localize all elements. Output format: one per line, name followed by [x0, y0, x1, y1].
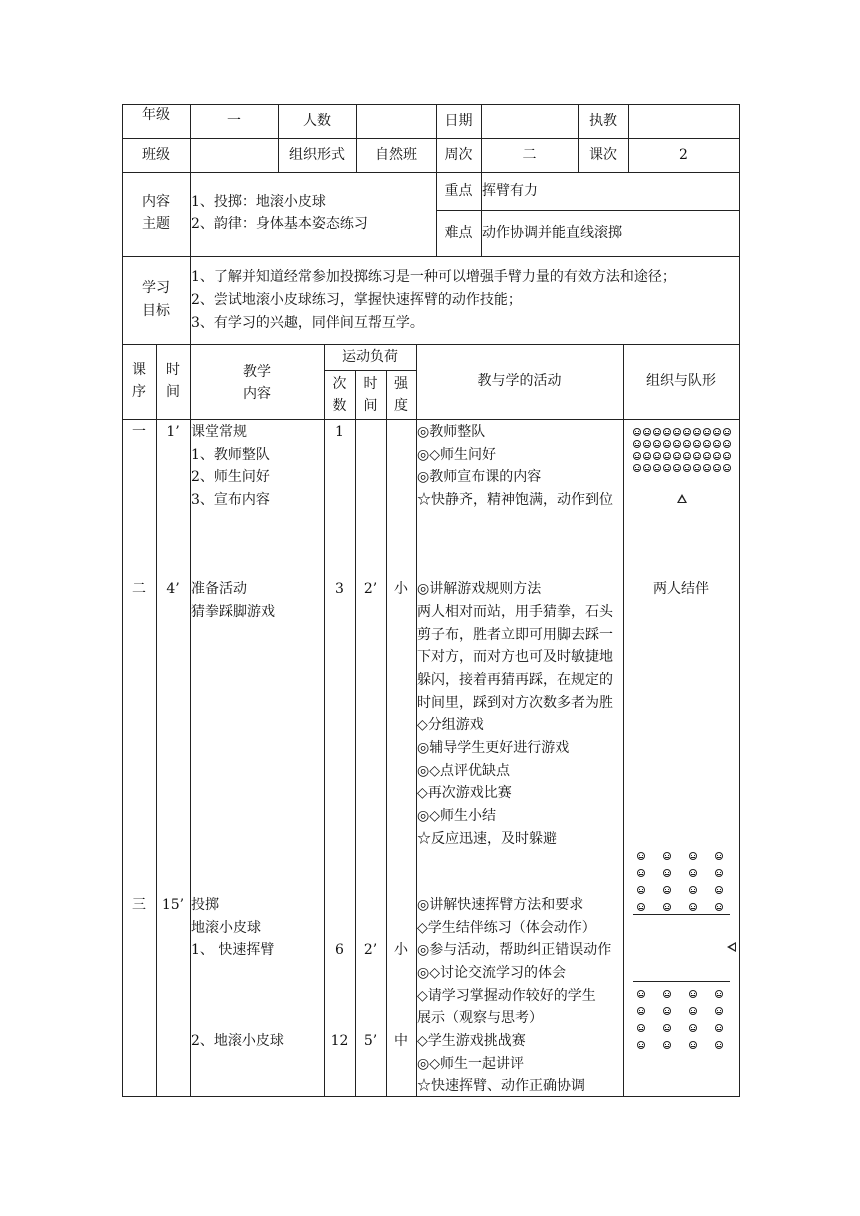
smiley-face-icon [673, 440, 681, 448]
smiley-face-icon [689, 1024, 697, 1032]
section-intensity: 中 [394, 1033, 408, 1049]
smiley-face-icon [703, 464, 711, 472]
smiley-face-icon [663, 428, 671, 436]
smiley-face-icon [689, 990, 697, 998]
smiley-face-icon [713, 464, 721, 472]
activity-line: ☆快速挥臂、动作正确协调 [417, 1078, 585, 1094]
activity-line: ◇请学习掌握动作较好的学生 [417, 988, 596, 1004]
smiley-face-icon [715, 1007, 723, 1015]
activity-line: ☆快静齐，精神饱满，动作到位 [417, 492, 613, 508]
col-divider [156, 344, 157, 1097]
col-divider [386, 370, 387, 1097]
smiley-face-icon [715, 1024, 723, 1032]
row-divider [122, 172, 740, 173]
lesson-value: 2 [679, 147, 688, 163]
smiley-face-icon [643, 440, 651, 448]
activity-line: ◎◇点评优缺点 [417, 763, 510, 779]
section-dur: 2’ [363, 581, 378, 597]
organization-text: 两人结伴 [653, 581, 709, 597]
smiley-face-icon [663, 1041, 671, 1049]
activity-line: ◎教师宣布课的内容 [417, 469, 542, 485]
smiley-face-icon [653, 428, 661, 436]
smiley-face-icon [723, 428, 731, 436]
section-seq: 三 [132, 897, 146, 913]
smiley-face-icon [715, 990, 723, 998]
smiley-face-icon [673, 452, 681, 460]
smiley-face-icon [689, 886, 697, 894]
section-content-line: 1、 快速挥臂 [191, 942, 275, 958]
activity-line: 展示（观察与思考） [417, 1010, 543, 1026]
activity-line: ◎◇讨论交流学习的体会 [417, 965, 566, 981]
content-label-1: 内容 [142, 194, 170, 210]
activity-line: 下对方，而对方也可及时敏捷地 [417, 649, 613, 665]
smiley-face-icon [693, 452, 701, 460]
goals-label-2: 目标 [142, 303, 170, 319]
goals-label-1: 学习 [142, 280, 170, 296]
activity-line: ◎◇师生一起讲评 [417, 1056, 524, 1072]
smiley-face-icon [663, 440, 671, 448]
difficulty-value: 动作协调并能直线滚掷 [482, 225, 622, 241]
smiley-face-icon [643, 452, 651, 460]
teacher-label: 执教 [589, 113, 617, 129]
activity-line: ◎讲解游戏规则方法 [417, 581, 542, 597]
smiley-face-icon [703, 428, 711, 436]
goal-item: 1、了解并知道经常参加投掷练习是一种可以增强手臂力量的有效方法和途径； [191, 269, 676, 285]
section-reps: 1 [335, 424, 344, 440]
row-divider [436, 210, 740, 211]
section-content-line: 2、师生问好 [191, 469, 270, 485]
smiley-face-icon [683, 428, 691, 436]
smiley-face-icon [703, 452, 711, 460]
activity-line: ☆反应迅速，及时躲避 [417, 831, 557, 847]
smiley-face-icon [713, 428, 721, 436]
section-time: 4’ [166, 581, 180, 597]
smiley-face-icon [683, 464, 691, 472]
smiley-face-icon [663, 1007, 671, 1015]
smiley-face-icon [643, 464, 651, 472]
section-reps: 3 [335, 581, 344, 597]
smiley-face-icon [663, 886, 671, 894]
section-time: 15’ [161, 897, 185, 913]
goal-item: 3、有学习的兴趣，同伴间互帮互学。 [191, 315, 424, 331]
col-time-2: 间 [166, 384, 180, 400]
col-seq-1: 课 [132, 362, 146, 378]
smiley-face-icon [715, 1041, 723, 1049]
activity-line: 剪子布，胜者立即可用脚去踩一 [417, 627, 613, 643]
smiley-face-icon [723, 440, 731, 448]
col-divider [623, 344, 624, 1097]
activity-line: ◇学生结伴练习（体会动作） [417, 920, 596, 936]
smiley-face-icon [693, 440, 701, 448]
col-seq-2: 序 [132, 384, 146, 400]
col-content-2: 内容 [243, 386, 271, 402]
col-load: 运动负荷 [342, 349, 398, 365]
smiley-face-icon [713, 440, 721, 448]
smiley-face-icon [633, 428, 641, 436]
table-border-right [739, 104, 740, 1097]
count-label: 人数 [303, 113, 331, 129]
col-activity: 教与学的活动 [477, 373, 562, 389]
section-dur: 5’ [363, 1033, 378, 1049]
section-seq: 二 [132, 581, 146, 597]
formation-line [633, 981, 730, 982]
smiley-face-icon [663, 464, 671, 472]
section-reps: 6 [335, 942, 344, 958]
grade-label: 年级 [142, 107, 170, 123]
week-label: 周次 [444, 147, 473, 163]
activity-line: 两人相对而站，用手猜拳，石头 [417, 604, 613, 620]
grade-value: 一 [227, 113, 241, 129]
activity-line: ◎辅导学生更好进行游戏 [417, 740, 570, 756]
section-content-line: 2、地滚小皮球 [191, 1033, 284, 1049]
org-value: 自然班 [375, 147, 417, 163]
smiley-face-icon [723, 452, 731, 460]
smiley-face-icon [637, 1041, 645, 1049]
smiley-face-icon [673, 464, 681, 472]
smiley-face-icon [689, 1007, 697, 1015]
section-content-line: 地滚小皮球 [191, 920, 261, 936]
smiley-face-icon [663, 903, 671, 911]
activity-line: 时间里，踩到对方次数多者为胜 [417, 695, 613, 711]
col-organization: 组织与队形 [646, 373, 716, 389]
smiley-face-icon [663, 852, 671, 860]
content-item: 1、投掷：地滚小皮球 [191, 194, 326, 210]
activity-line: ◇再次游戏比赛 [417, 785, 512, 801]
activity-line: ◎讲解快速挥臂方法和要求 [417, 897, 584, 913]
goal-item: 2、尝试地滚小皮球练习，掌握快速挥臂的动作技能； [191, 292, 522, 308]
row-divider [122, 256, 740, 257]
smiley-face-icon [663, 869, 671, 877]
date-label: 日期 [444, 113, 473, 129]
col-dur-1: 时 [363, 376, 378, 392]
smiley-face-icon [713, 452, 721, 460]
smiley-face-icon [693, 464, 701, 472]
activity-line: ◎◇师生小结 [417, 808, 496, 824]
smiley-face-icon [715, 886, 723, 894]
table-border-left [122, 104, 123, 1097]
table-border-top [122, 104, 740, 105]
smiley-face-icon [689, 1041, 697, 1049]
smiley-face-icon [633, 452, 641, 460]
smiley-face-icon [637, 1024, 645, 1032]
activity-line: ◇学生游戏挑战赛 [417, 1033, 526, 1049]
smiley-face-icon [715, 869, 723, 877]
section-content-line: 1、教师整队 [191, 447, 270, 463]
section-intensity: 小 [394, 942, 408, 958]
section-content-line: 3、宣布内容 [191, 492, 270, 508]
section-content-line: 猜拳踩脚游戏 [191, 604, 275, 620]
smiley-face-icon [683, 440, 691, 448]
row-divider [122, 138, 740, 139]
smiley-face-icon [633, 440, 641, 448]
row-divider [122, 344, 740, 345]
smiley-face-icon [715, 903, 723, 911]
smiley-face-icon [723, 464, 731, 472]
col-divider [324, 344, 325, 1097]
smiley-face-icon [689, 852, 697, 860]
lesson-label: 课次 [589, 147, 617, 163]
smiley-face-icon [653, 440, 661, 448]
smiley-face-icon [637, 869, 645, 877]
triangle-icon [727, 942, 736, 952]
smiley-face-icon [703, 440, 711, 448]
formation-line [633, 914, 730, 915]
key-label: 重点 [444, 183, 473, 199]
smiley-face-icon [637, 852, 645, 860]
smiley-face-icon [637, 990, 645, 998]
difficulty-label: 难点 [444, 225, 473, 241]
row-divider [122, 419, 740, 420]
smiley-face-icon [637, 903, 645, 911]
section-content-line: 课堂常规 [191, 424, 247, 440]
smiley-face-icon [637, 1007, 645, 1015]
smiley-face-icon [633, 464, 641, 472]
smiley-face-icon [663, 1024, 671, 1032]
smiley-face-icon [637, 886, 645, 894]
class-label: 班级 [142, 147, 170, 163]
content-item: 2、韵律：身体基本姿态练习 [191, 216, 368, 232]
section-intensity: 小 [394, 581, 408, 597]
section-content-line: 准备活动 [191, 581, 247, 597]
smiley-face-icon [653, 452, 661, 460]
section-dur: 2’ [363, 942, 378, 958]
activity-line: ◎参与活动，帮助纠正错误动作 [417, 942, 612, 958]
smiley-face-icon [683, 452, 691, 460]
section-content-line: 投掷 [191, 897, 219, 913]
smiley-face-icon [715, 852, 723, 860]
section-time: 1’ [166, 424, 180, 440]
activity-line: ◎教师整队 [417, 424, 486, 440]
col-int-1: 强 [394, 376, 408, 392]
activity-line: 躲闪，接着再猜再踩，在规定的 [417, 672, 613, 688]
activity-line: ◎◇师生问好 [417, 447, 496, 463]
smiley-face-icon [643, 428, 651, 436]
org-label: 组织形式 [289, 147, 345, 163]
section-seq: 一 [132, 424, 146, 440]
smiley-face-icon [689, 869, 697, 877]
col-reps-1: 次 [332, 376, 347, 392]
col-reps-2: 数 [332, 398, 347, 414]
col-divider [355, 370, 356, 1097]
smiley-face-icon [689, 903, 697, 911]
smiley-face-icon [673, 428, 681, 436]
content-label-2: 主题 [142, 216, 170, 232]
section-reps: 12 [330, 1033, 349, 1049]
smiley-face-icon [693, 428, 701, 436]
col-int-2: 度 [394, 398, 408, 414]
week-value: 二 [522, 147, 537, 163]
key-value: 挥臂有力 [482, 183, 538, 199]
smiley-face-icon [663, 452, 671, 460]
col-dur-2: 间 [363, 398, 378, 414]
col-time-1: 时 [166, 362, 180, 378]
smiley-face-icon [663, 990, 671, 998]
activity-line: ◇分组游戏 [417, 717, 484, 733]
smiley-face-icon [653, 464, 661, 472]
row-divider [324, 370, 417, 371]
col-content-1: 教学 [243, 364, 271, 380]
triangle-icon [677, 494, 687, 503]
